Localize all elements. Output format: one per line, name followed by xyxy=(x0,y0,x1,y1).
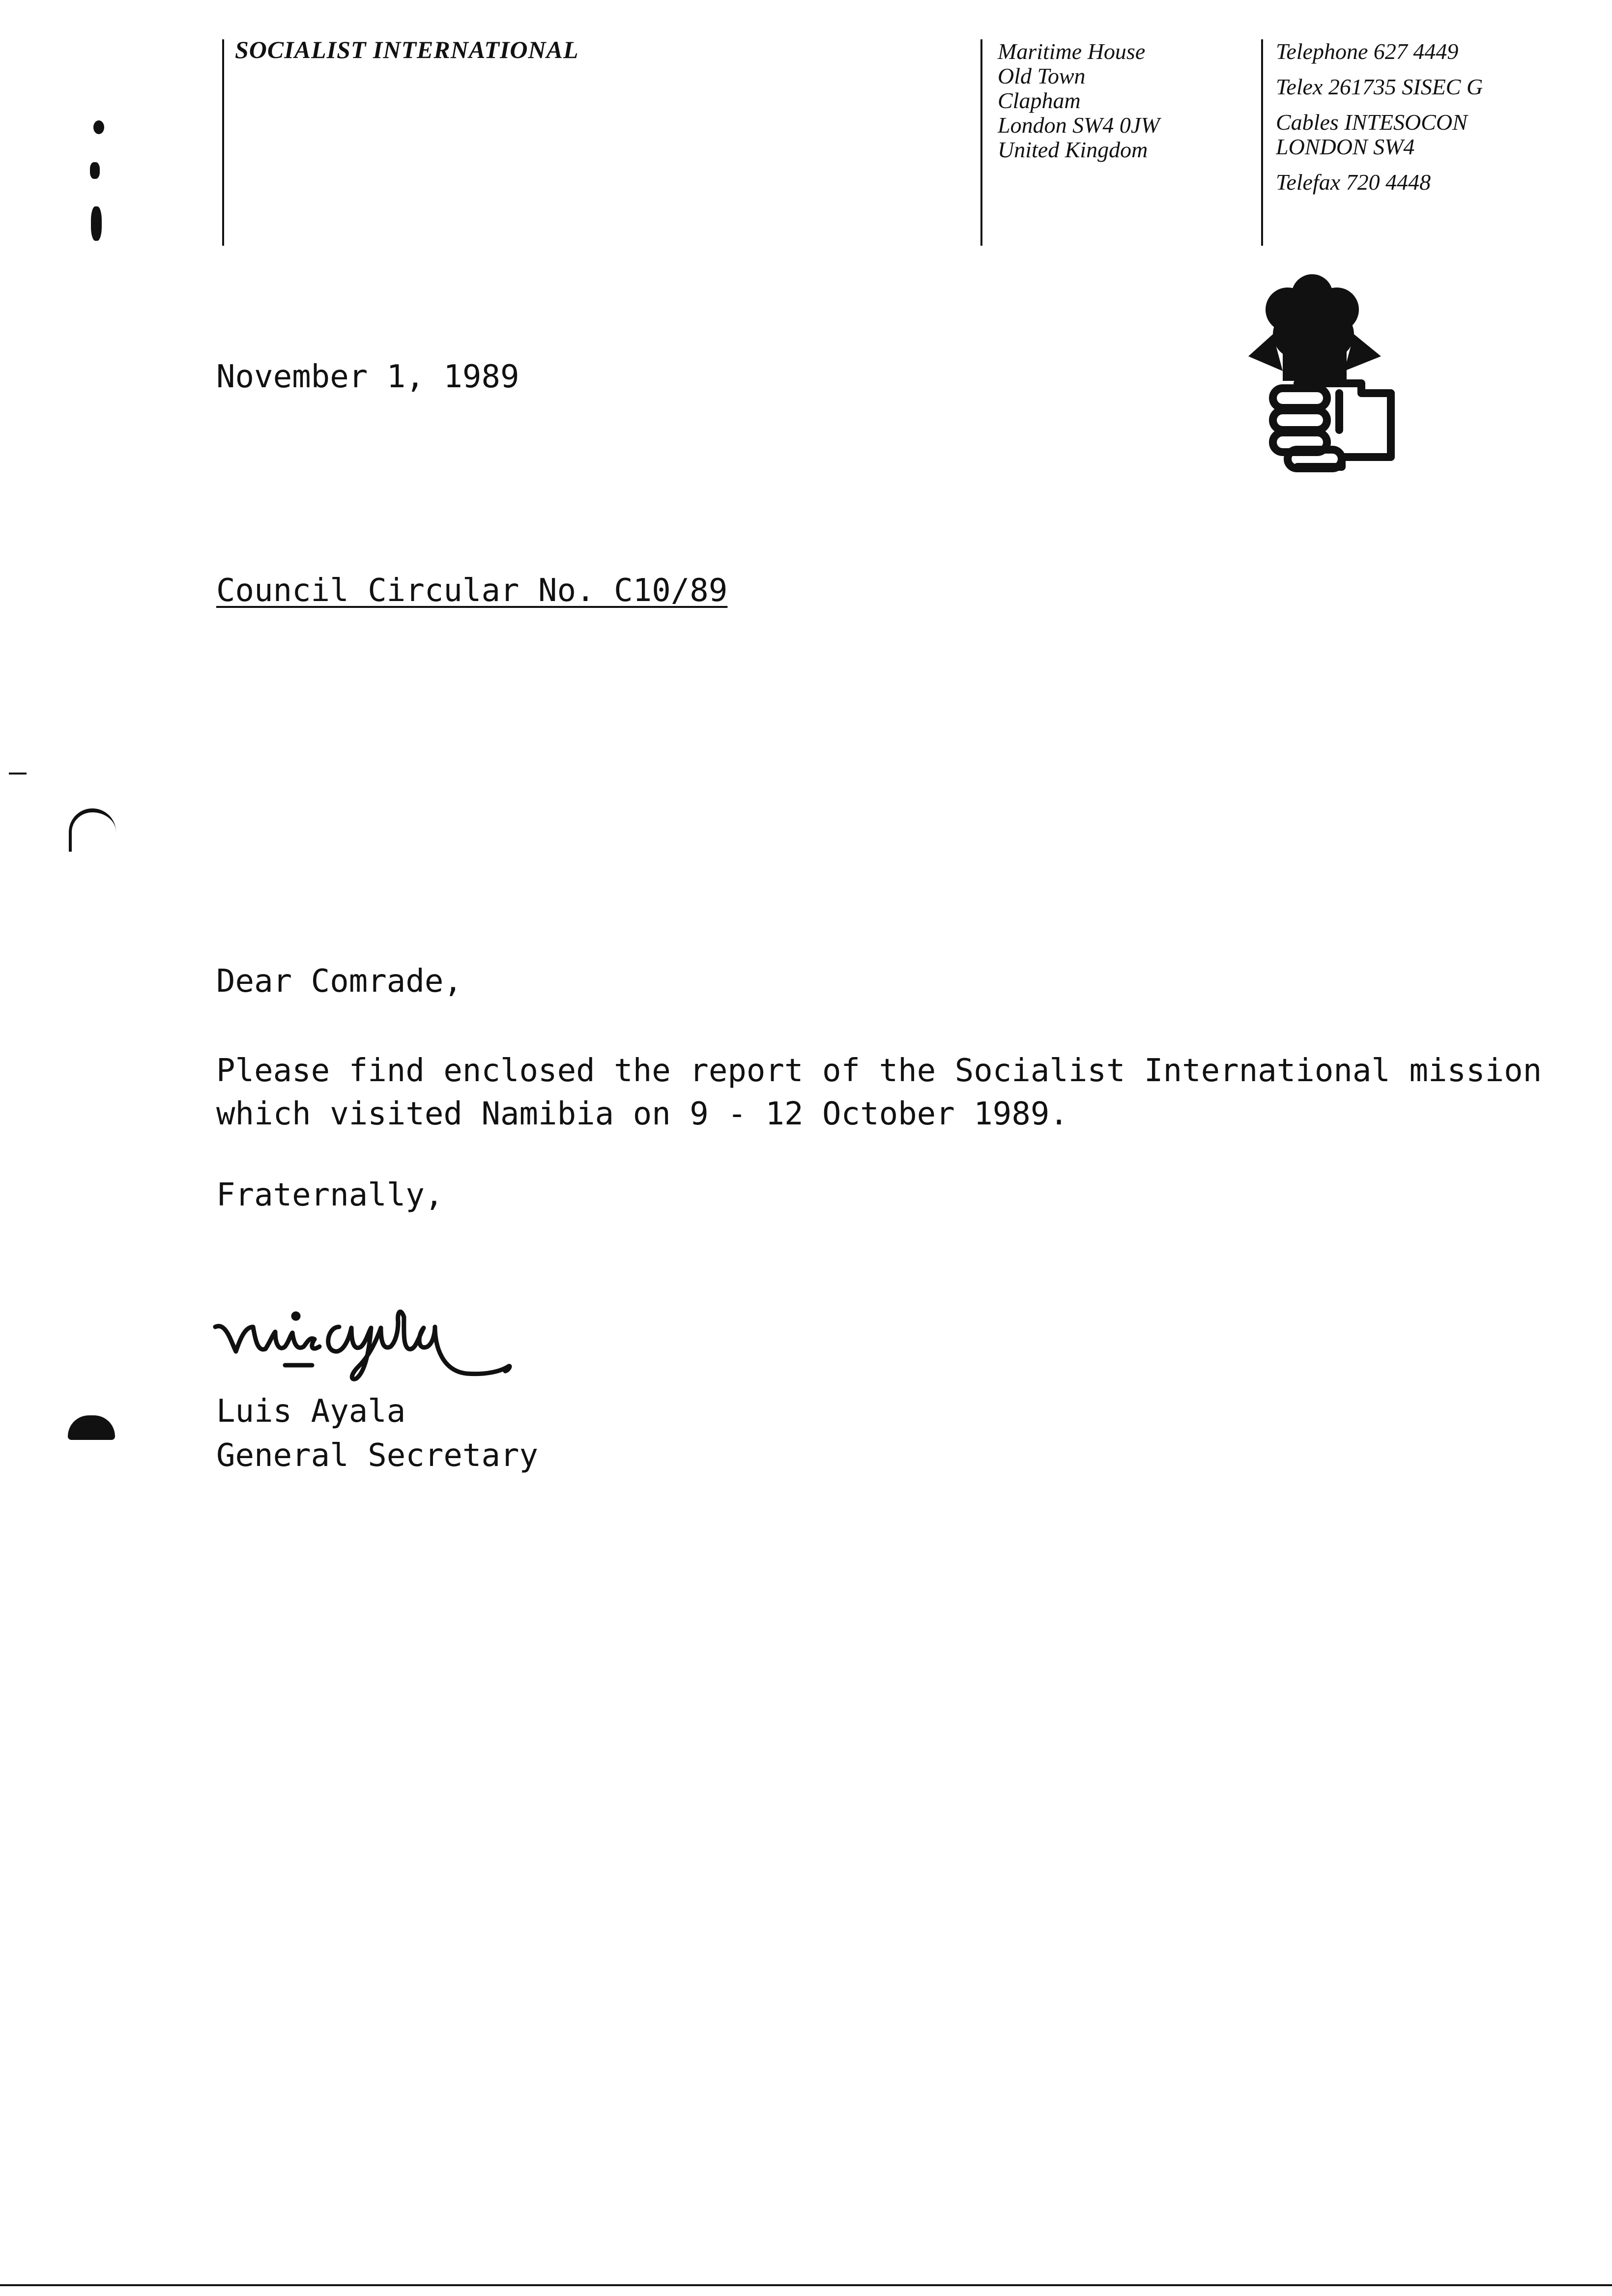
closing: Fraternally, xyxy=(216,1177,444,1213)
fist-and-rose-logo-icon xyxy=(1238,268,1415,484)
circular-reference: Council Circular No. C10/89 xyxy=(216,573,728,609)
body-line: which visited Namibia on 9 - 12 October 1989. xyxy=(216,1096,1068,1132)
address-line: United Kingdom xyxy=(998,137,1148,162)
letter-date: November 1, 1989 xyxy=(216,359,519,395)
letterhead-rule-middle xyxy=(980,39,982,246)
telex-line: Telex 261735 SISEC G xyxy=(1276,74,1483,99)
letterhead-rule-right xyxy=(1261,39,1263,246)
letter-body xyxy=(216,1049,1542,1136)
address-line: London SW4 0JW xyxy=(998,113,1160,138)
handwritten-signature xyxy=(211,1297,516,1391)
organization-name: SOCIALIST INTERNATIONAL xyxy=(235,36,579,63)
cables-line: Cables INTESOCON xyxy=(1276,110,1468,135)
address-line: Maritime House xyxy=(998,39,1146,64)
signatory-title: General Secretary xyxy=(216,1437,539,1474)
scan-artifact xyxy=(9,773,27,775)
address-block xyxy=(998,39,1160,162)
contact-block xyxy=(1276,39,1483,205)
punch-hole-mark xyxy=(68,1415,115,1440)
punch-hole-mark xyxy=(69,808,116,852)
scan-artifact xyxy=(90,162,100,179)
telephone-line: Telephone 627 4449 xyxy=(1276,39,1459,64)
letterhead-rule-left xyxy=(222,39,224,246)
footer-rule xyxy=(0,2284,1612,2286)
cables-line: LONDON SW4 xyxy=(1276,134,1415,159)
scan-artifact xyxy=(91,206,102,241)
scan-artifact xyxy=(93,120,104,134)
telefax-line: Telefax 720 4448 xyxy=(1276,170,1431,195)
body-line: Please find enclosed the report of the Socialist International mission xyxy=(216,1053,1542,1089)
signatory-name: Luis Ayala xyxy=(216,1393,406,1430)
address-line: Clapham xyxy=(998,88,1081,113)
salutation: Dear Comrade, xyxy=(216,963,462,1000)
address-line: Old Town xyxy=(998,63,1086,88)
